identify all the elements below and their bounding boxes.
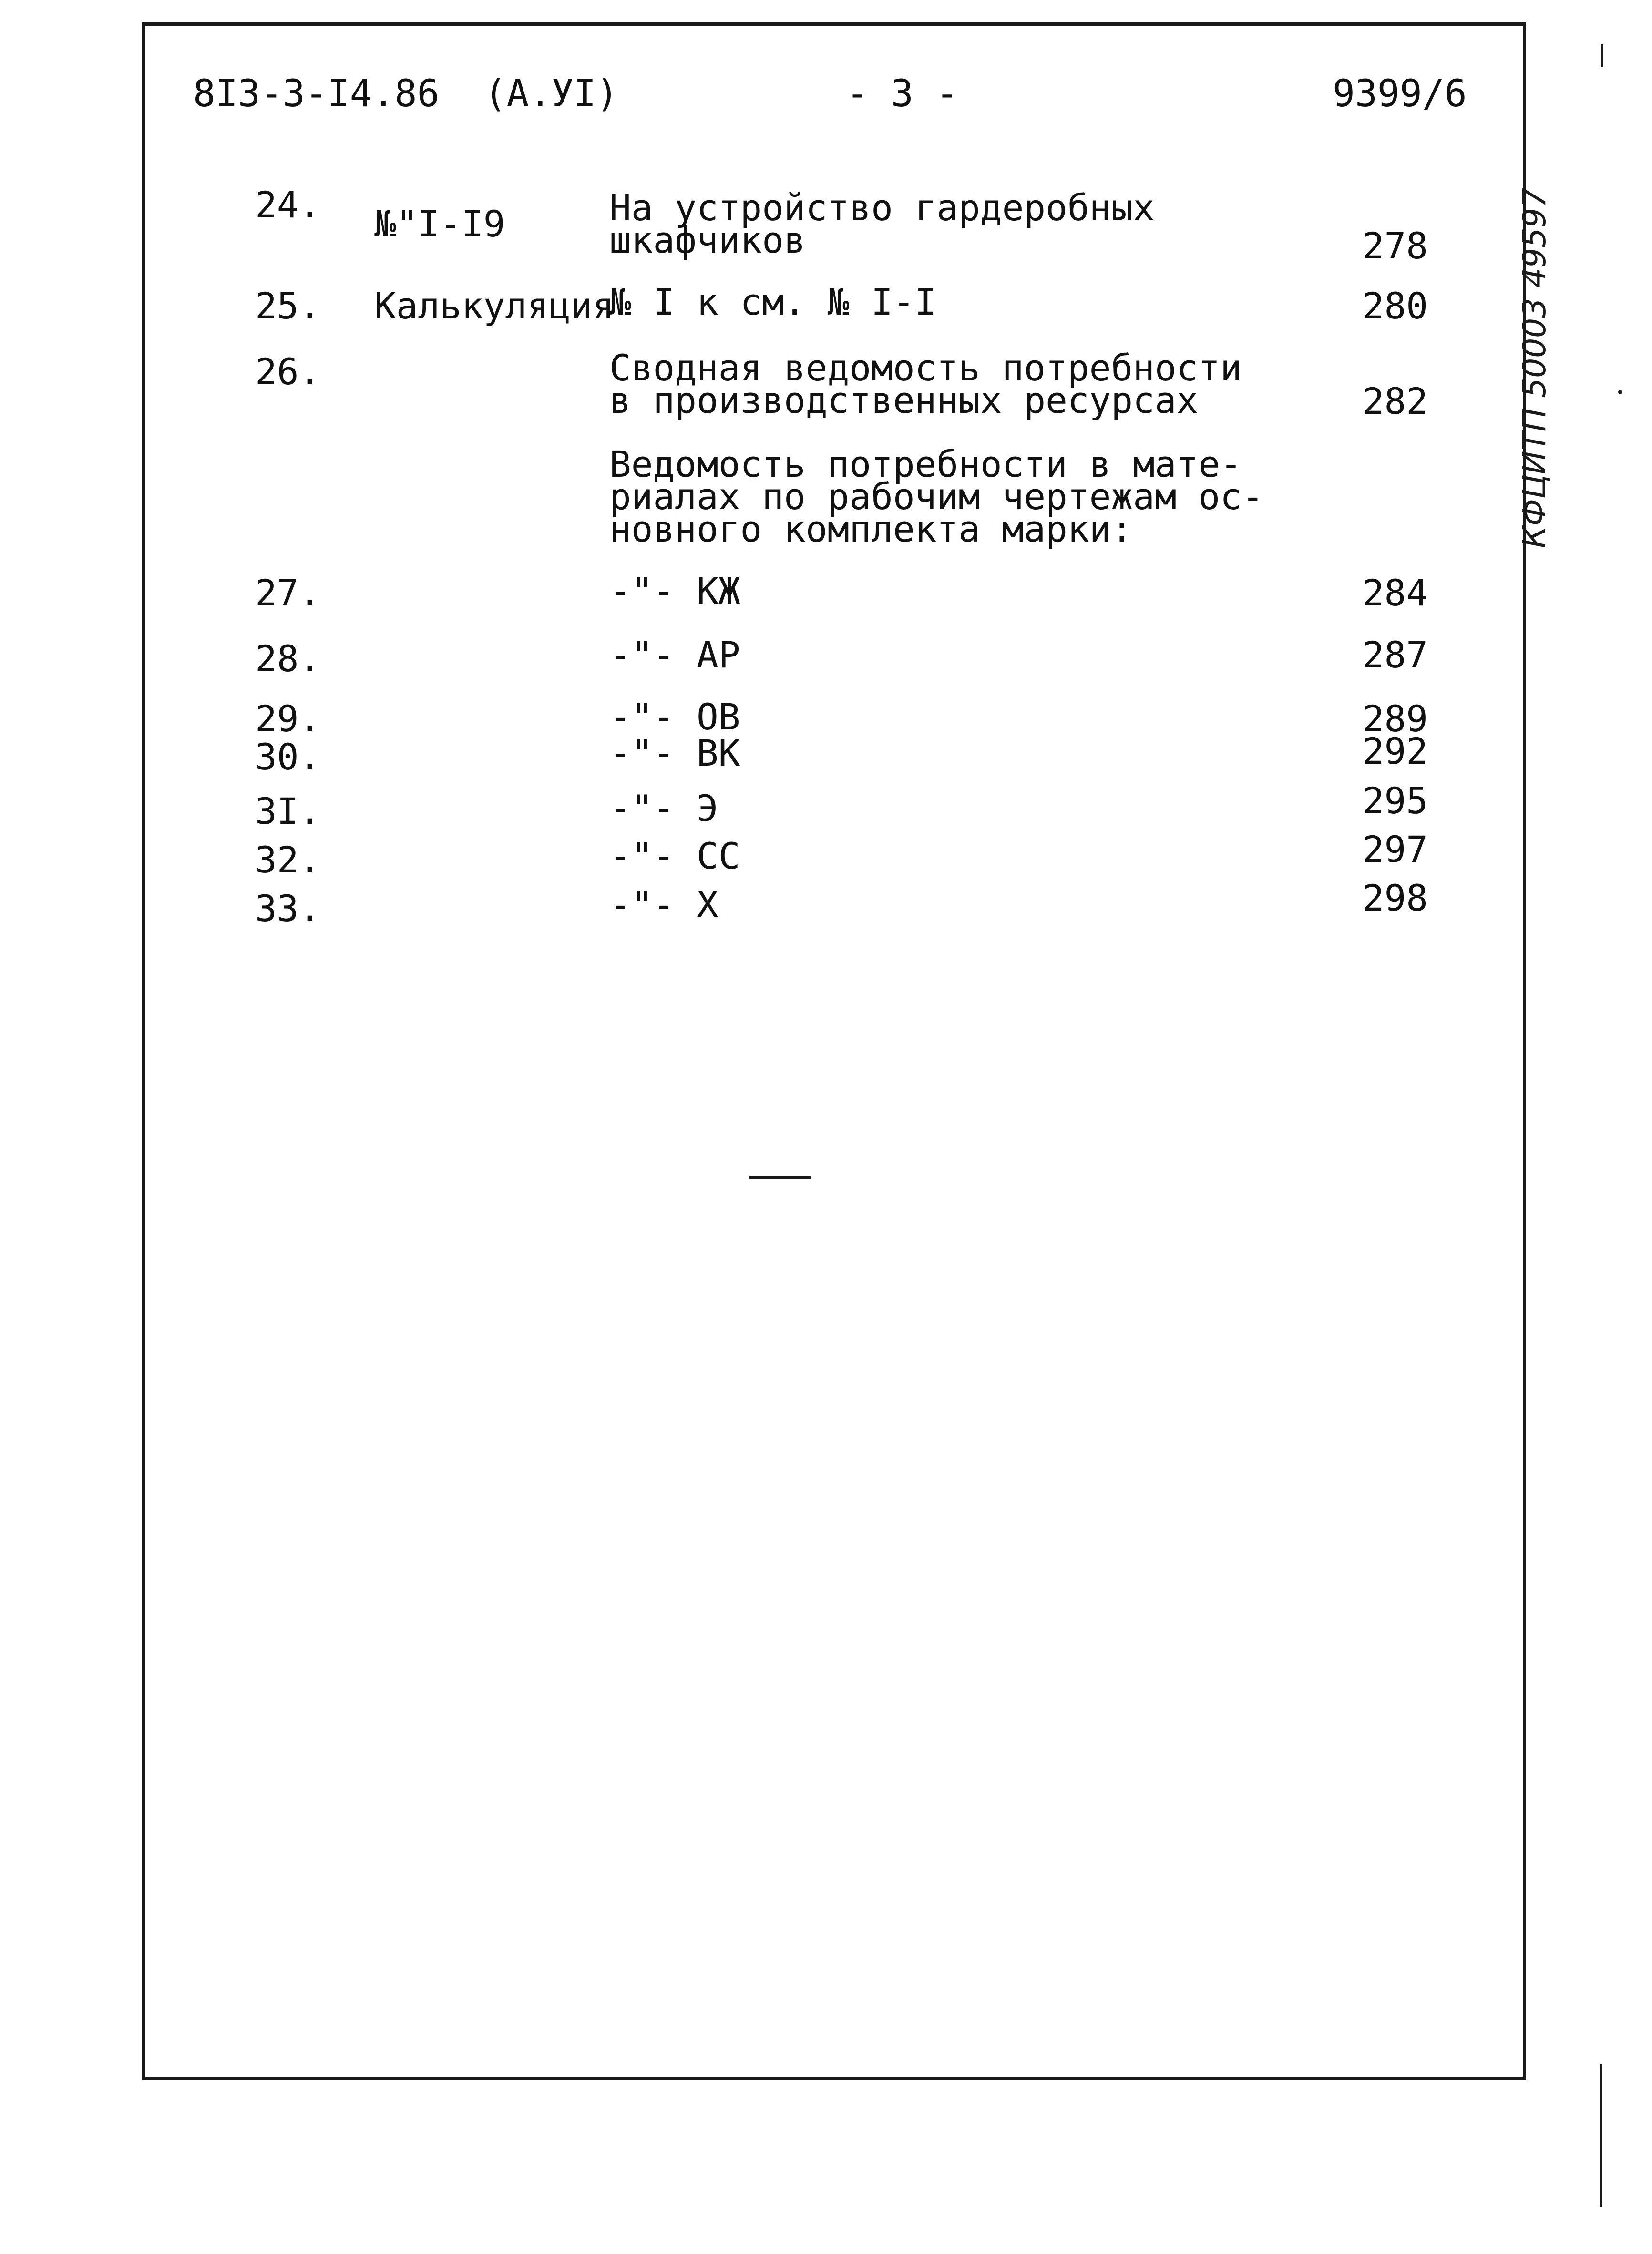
item-25-description: № I к см. № I-I bbox=[609, 281, 937, 323]
item-27-number: 27. bbox=[255, 572, 321, 614]
item-27-description: -"- КЖ bbox=[609, 570, 740, 612]
item-24-number: 24. bbox=[255, 184, 321, 226]
item-28-description: -"- АР bbox=[609, 634, 740, 676]
materials-heading: Ведомость потребности в мате- риалах по рабочим чертежам ос- новного комплекта марки: bbox=[609, 443, 1264, 550]
item-24-page: 278 bbox=[1362, 225, 1428, 267]
page-frame bbox=[142, 22, 1526, 2080]
item-33-number: 33. bbox=[255, 887, 321, 930]
item-28-number: 28. bbox=[255, 637, 321, 680]
item-25-code: Калькуляция bbox=[374, 285, 615, 327]
document-code: 8I3-3-I4.86 (А.УI) bbox=[193, 72, 619, 115]
item-29-description: -"- ОВ bbox=[609, 696, 740, 738]
item-25-page: 280 bbox=[1362, 285, 1428, 327]
item-29-page: 289 bbox=[1362, 697, 1428, 740]
item-33-description: -"- Х bbox=[609, 883, 718, 926]
item-30-description: -"- ВК bbox=[609, 732, 740, 774]
item-25-number: 25. bbox=[255, 285, 321, 327]
margin-tick-top bbox=[1601, 44, 1603, 67]
item-31-description: -"- Э bbox=[609, 787, 718, 830]
item-31-page: 295 bbox=[1362, 779, 1428, 822]
item-31-number: 3I. bbox=[255, 790, 321, 832]
item-26-page: 282 bbox=[1362, 380, 1428, 422]
item-27-page: 284 bbox=[1362, 572, 1428, 614]
item-26-description: Сводная ведомость потребности в производственных ресурсах bbox=[609, 347, 1242, 421]
end-dash bbox=[749, 1176, 811, 1179]
item-32-description: -"- СС bbox=[609, 835, 740, 877]
document-number: 9399/6 bbox=[1333, 72, 1467, 115]
item-26-number: 26. bbox=[255, 350, 321, 393]
item-30-number: 30. bbox=[255, 736, 321, 778]
item-28-page: 287 bbox=[1362, 634, 1428, 676]
item-32-page: 297 bbox=[1362, 828, 1428, 871]
item-33-page: 298 bbox=[1362, 877, 1428, 919]
item-30-page: 292 bbox=[1362, 730, 1428, 772]
item-24-code: №"I-I9 bbox=[374, 203, 505, 245]
margin-tick-bottom bbox=[1600, 2064, 1602, 2207]
item-24-description: На устройство гардеробных шкафчиков bbox=[609, 186, 1155, 261]
item-29-number: 29. bbox=[255, 697, 321, 740]
margin-dot bbox=[1618, 390, 1622, 394]
item-32-number: 32. bbox=[255, 839, 321, 881]
page-number: - 3 - bbox=[846, 72, 958, 115]
side-stamp: КФЦИТП 50003 49597 bbox=[1516, 187, 1553, 548]
